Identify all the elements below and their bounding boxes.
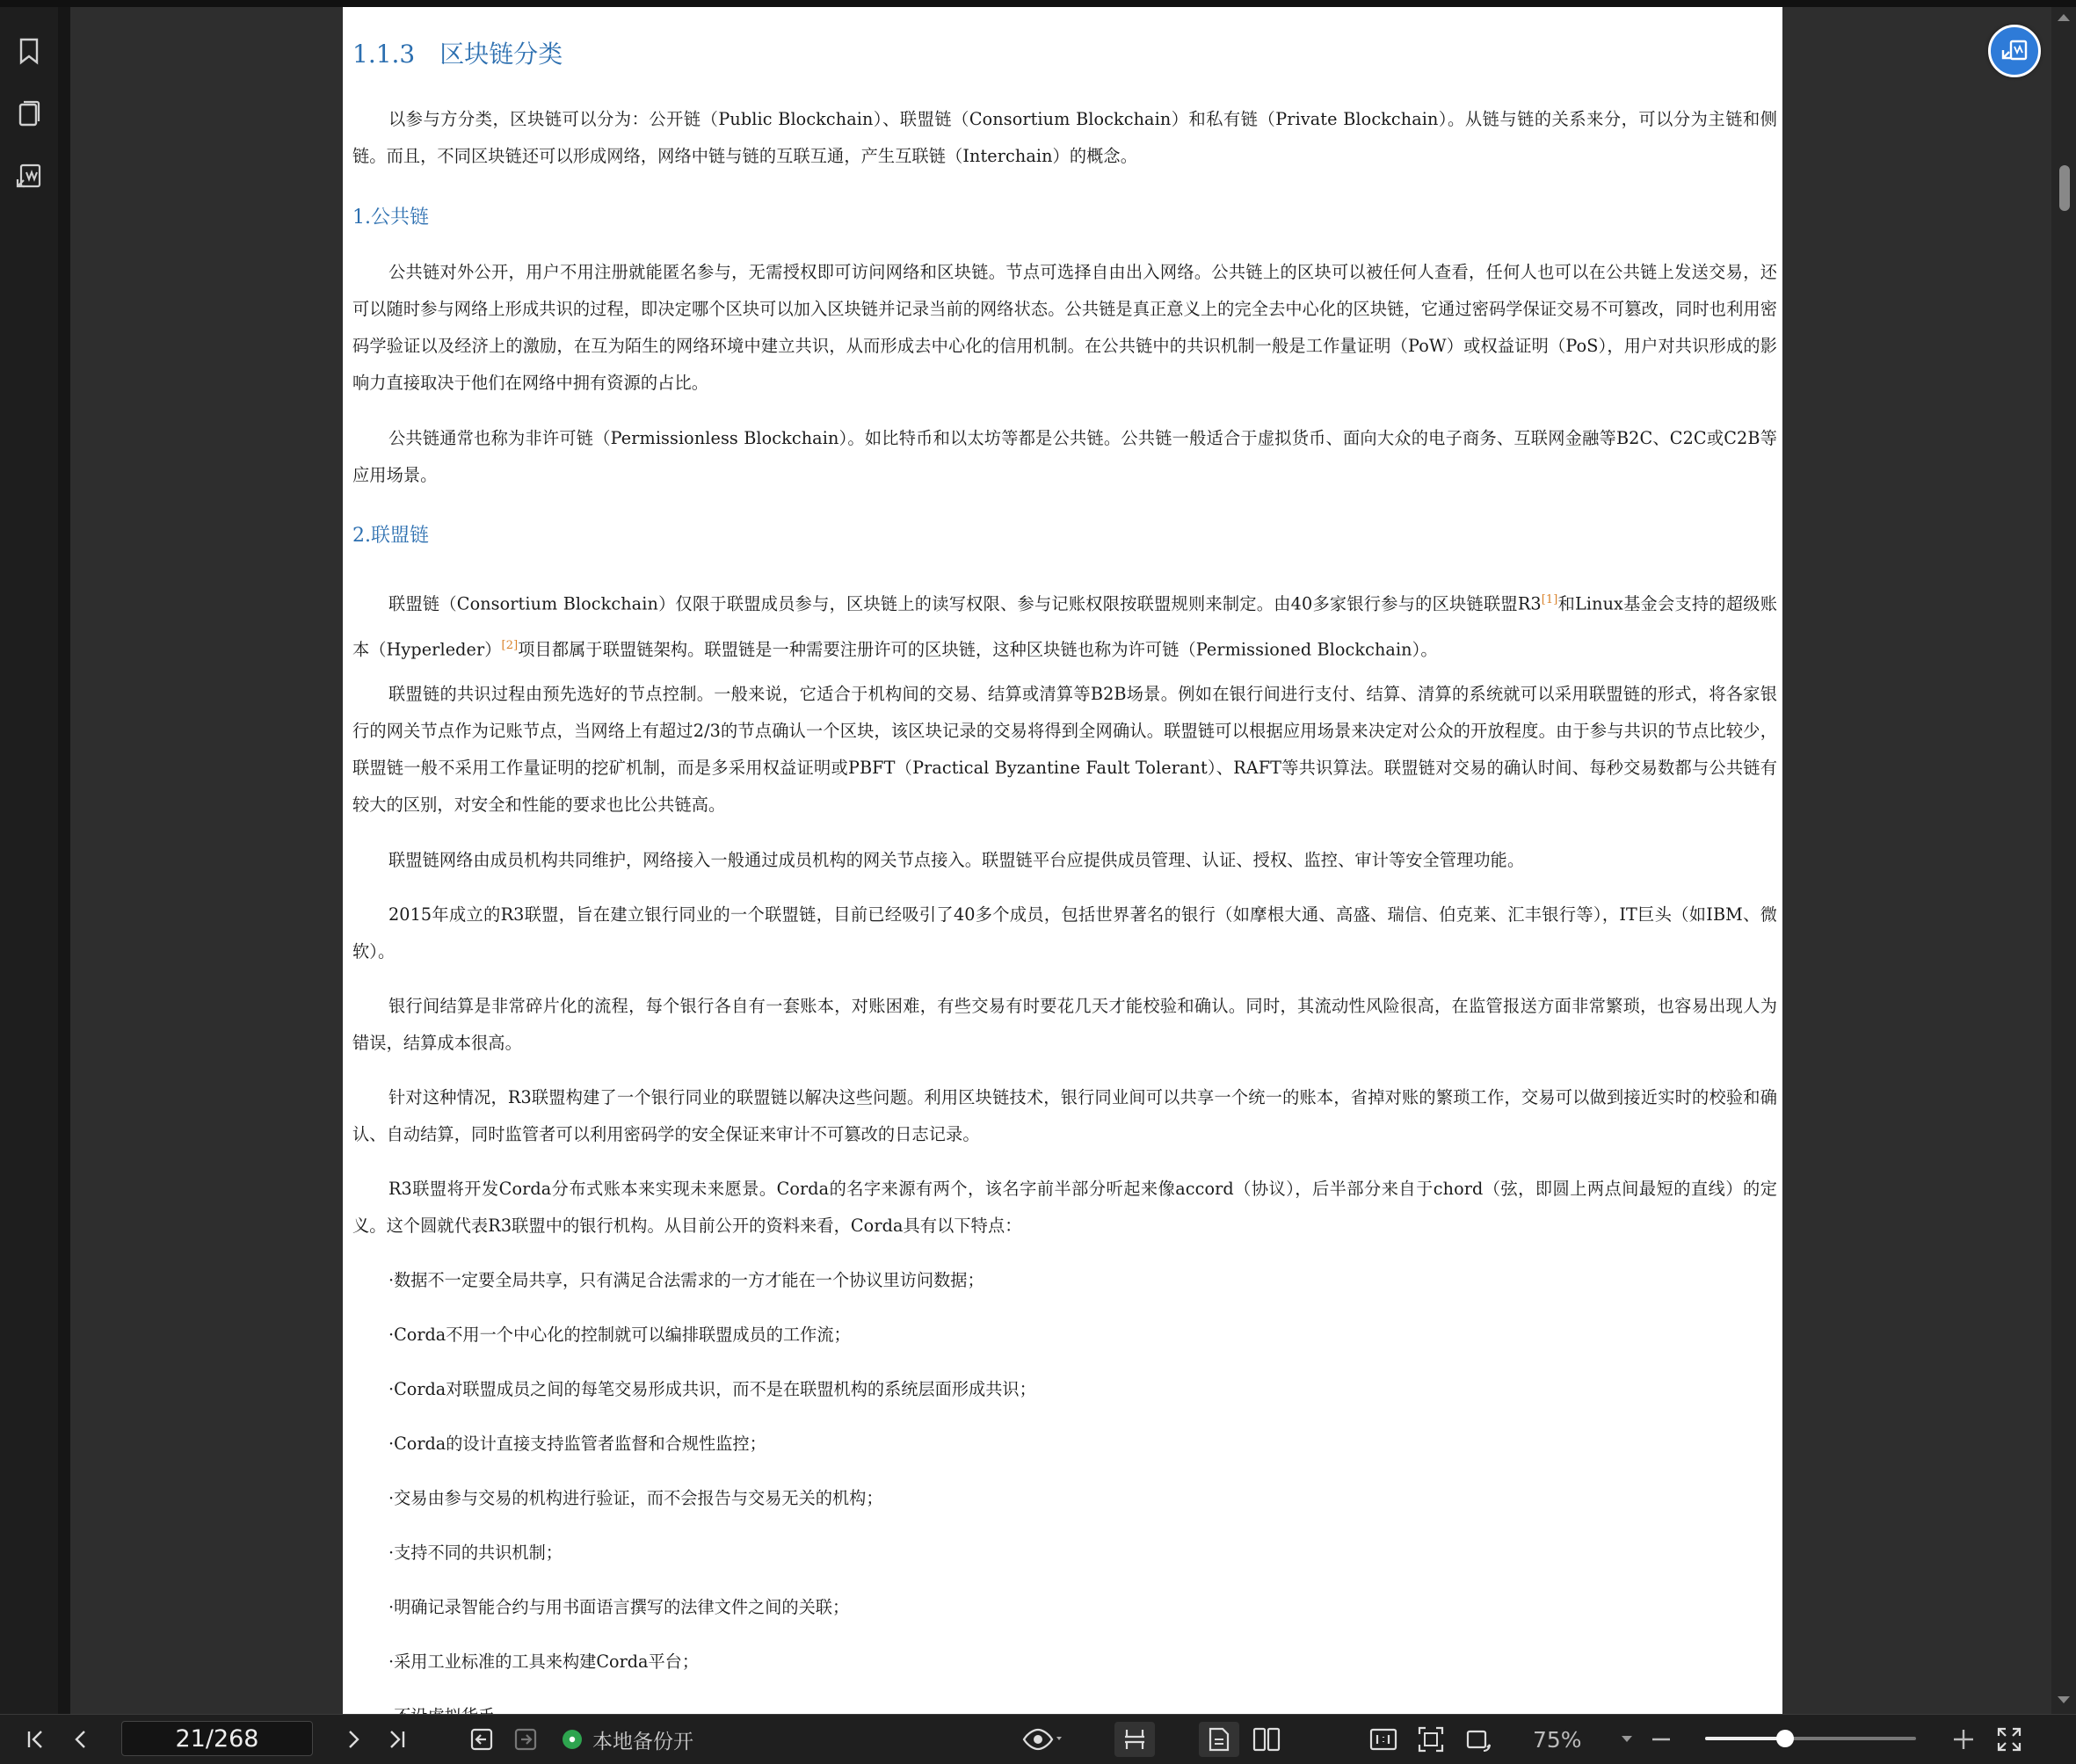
forward-icon xyxy=(513,1727,538,1752)
zoom-level: 75% xyxy=(1533,1726,1582,1753)
chevron-down-icon xyxy=(1621,1735,1633,1744)
actual-size-icon xyxy=(1369,1727,1397,1752)
list-item: ·数据不一定要全局共享，只有满足合法需求的一方才能在一个协议里访问数据； xyxy=(388,1270,984,1290)
footnote-link-1[interactable]: [1] xyxy=(1541,593,1558,606)
consortium-paragraph-1-part-b: 和Linux基金会支持的超级账本（Hyperleder） xyxy=(352,593,1777,660)
local-backup-status[interactable] xyxy=(563,1722,693,1757)
zoom-in-icon xyxy=(1952,1728,1975,1751)
fullscreen-icon xyxy=(1996,1726,2022,1753)
zoom-slider-handle[interactable] xyxy=(1776,1730,1794,1747)
two-page-button[interactable] xyxy=(1246,1722,1287,1757)
sidebar-divider xyxy=(58,7,70,1714)
read-mode-button[interactable] xyxy=(1016,1722,1069,1757)
eye-icon xyxy=(1022,1727,1063,1752)
zoom-out-icon xyxy=(1651,1729,1672,1750)
public-chain-paragraph-2: 公共链通常也称为非许可链（Permissionless Blockchain）。如比特币和以太坊等都是公共链。公共链一般适合于虚拟货币、面向大众的电子商务、互联网金融等B2C、C2C或C2B等应用场景。 xyxy=(352,428,1777,485)
list-item: ·采用工业标准的工具来构建Corda平台； xyxy=(388,1651,700,1672)
fit-page-icon xyxy=(1418,1726,1444,1753)
bottom-toolbar xyxy=(0,1714,2076,1764)
section-heading: 1.1.3 区块链分类 xyxy=(352,40,563,69)
first-page-icon xyxy=(25,1729,46,1750)
list-item: ·支持不同的共识机制； xyxy=(388,1543,563,1563)
prev-page-button[interactable] xyxy=(63,1722,98,1757)
consortium-paragraph-1 xyxy=(352,579,1777,671)
bookmark-icon[interactable] xyxy=(11,33,47,69)
fullscreen-button[interactable] xyxy=(1992,1722,2027,1757)
single-page-button[interactable] xyxy=(1199,1722,1239,1757)
first-page-button[interactable] xyxy=(18,1722,53,1757)
consortium-paragraph-5: 银行间结算是非常碎片化的流程，每个银行各自有一套账本，对账困难，有些交易有时要花几天才能校验和确认。同时，其流动性风险很高，在监管报送方面非常繁琐，也容易出现人为错误，结算成本很高。 xyxy=(352,996,1777,1053)
two-page-icon xyxy=(1252,1726,1281,1753)
fit-page-button[interactable] xyxy=(1412,1722,1450,1757)
next-page-icon xyxy=(343,1729,364,1750)
prev-page-icon xyxy=(70,1729,91,1750)
consortium-paragraph-6: 针对这种情况，R3联盟构建了一个银行同业的联盟链以解决这些问题。利用区块链技术，银行同业间可以共享一个统一的账本，省掉对账的繁琐工作，交易可以做到接近实时的校验和确认、自动结算，同时监管者可以利用密码学的安全保证来审计不可篡改的日志记录。 xyxy=(352,1087,1777,1144)
window-top-edge xyxy=(0,0,2076,7)
continuous-scroll-button[interactable] xyxy=(1114,1722,1155,1757)
consortium-paragraph-1-part-c: 项目都属于联盟链架构。联盟链是一种需要注册许可的区块链，这种区块链也称为许可链（Permissioned Blockchain）。 xyxy=(518,639,1438,660)
scroll-up-icon[interactable] xyxy=(2058,14,2070,21)
consortium-paragraph-3: 联盟链网络由成员机构共同维护，网络接入一般通过成员机构的网关节点接入。联盟链平台应提供成员管理、认证、授权、监控、审计等安全管理功能。 xyxy=(388,850,1525,870)
convert-button[interactable] xyxy=(1988,25,2041,77)
last-page-icon xyxy=(387,1729,408,1750)
actual-size-button[interactable] xyxy=(1364,1722,1403,1757)
public-chain-paragraph-1: 公共链对外公开，用户不用注册就能匿名参与，无需授权即可访问网络和区块链。节点可选择自由出入网络。公共链上的区块可以被任何人查看，任何人也可以在公共链上发送交易，还可以随时参与网络上形成共识的过程，即决定哪个区块可以加入区块链并记录当前的网络状态。公共链是真正意义上的完全去中心化的区块链，它通过密码学保证交易不可篡改，同时也利用密码学验证以及经济上的激励，在互为陌生的网络环境中建立共识，从而形成去中心化的信用机制。在公共链中的共识机制一般是工作量证明（PoW）或权益证明（PoS），用户对共识形成的影响力直接取决于他们在网络中拥有资源的占比。 xyxy=(352,262,1777,393)
backup-label: 本地备份开 xyxy=(592,1730,693,1753)
next-page-button[interactable] xyxy=(336,1722,371,1757)
zoom-in-button[interactable] xyxy=(1948,1722,1979,1757)
convert-icon xyxy=(2000,39,2029,63)
single-page-icon xyxy=(1121,1726,1148,1753)
document-viewer[interactable] xyxy=(70,7,2051,1714)
list-item: ·Corda对联盟成员之间的每笔交易形成共识，而不是在联盟机构的系统层面形成共识； xyxy=(388,1379,1036,1399)
document-page xyxy=(343,7,1782,1714)
intro-paragraph: 以参与方分类，区块链可以分为：公开链（Public Blockchain）、联盟链（Consortium Blockchain）和私有链（Private Blockchain）。从链与链的关系来分，可以分为主链和侧链。而且，不同区块链还可以形成网络，网络中链与链的互联互通，产生互联链（Interchain）的概念。 xyxy=(352,109,1777,166)
forward-button[interactable] xyxy=(508,1722,543,1757)
rotate-icon xyxy=(1464,1726,1492,1753)
zoom-slider-fill xyxy=(1705,1737,1785,1740)
page-number-input[interactable] xyxy=(121,1721,313,1756)
list-item: ·交易由参与交易的机构进行验证，而不会报告与交易无关的机构； xyxy=(388,1488,883,1508)
scrollbar-thumb[interactable] xyxy=(2059,165,2070,211)
thumbnails-icon[interactable] xyxy=(11,97,47,132)
back-icon xyxy=(469,1727,494,1752)
footnote-link-2[interactable]: [2] xyxy=(501,639,519,653)
consortium-paragraph-7: R3联盟将开发Corda分布式账本来实现未来愿景。Corda的名字来源有两个，该名字前半部分听起来像accord（协议），后半部分来自于chord（弦，即圆上两点间最短的直线）的定义。这个圆就代表R3联盟中的银行机构。从目前公开的资料来看，Corda具有以下特点： xyxy=(352,1179,1777,1236)
list-item: ·Corda的设计直接支持监管者监督和合规性监控； xyxy=(388,1434,766,1454)
subsection-title-public-chain: 1.公共链 xyxy=(352,207,429,229)
rotate-button[interactable] xyxy=(1459,1722,1498,1757)
back-button[interactable] xyxy=(464,1722,499,1757)
subsection-title-consortium-chain: 2.联盟链 xyxy=(352,525,429,547)
backup-status-icon xyxy=(563,1730,582,1749)
zoom-slider[interactable] xyxy=(1705,1737,1916,1740)
list-item: ·明确记录智能合约与用书面语言撰写的法律文件之间的关联； xyxy=(388,1597,850,1617)
zoom-dropdown[interactable] xyxy=(1533,1722,1633,1757)
vertical-scrollbar[interactable] xyxy=(2051,7,2076,1714)
annotations-icon[interactable] xyxy=(11,160,47,195)
zoom-out-button[interactable] xyxy=(1645,1722,1677,1757)
list-item: ·Corda不用一个中心化的控制就可以编排联盟成员的工作流； xyxy=(388,1325,851,1345)
page-fit-icon xyxy=(1208,1726,1230,1753)
scroll-down-icon[interactable] xyxy=(2058,1696,2070,1703)
consortium-paragraph-4: 2015年成立的R3联盟，旨在建立银行同业的一个联盟链，目前已经吸引了40多个成员，包括世界著名的银行（如摩根大通、高盛、瑞信、伯克莱、汇丰银行等），IT巨头（如IBM、微软）。 xyxy=(352,904,1777,962)
last-page-button[interactable] xyxy=(380,1722,415,1757)
left-sidebar xyxy=(0,7,59,1714)
consortium-paragraph-1-part-a: 联盟链（Consortium Blockchain）仅限于联盟成员参与，区块链上的读写权限、参与记账权限按联盟规则来制定。由40多家银行参与的区块链联盟R3 xyxy=(388,593,1542,614)
consortium-paragraph-2: 联盟链的共识过程由预先选好的节点控制。一般来说，它适合于机构间的交易、结算或清算等B2B场景。例如在银行间进行支付、结算、清算的系统就可以采用联盟链的形式，将各家银行的网关节点作为记账节点，当网络上有超过2/3的节点确认一个区块，该区块记录的交易将得到全网确认。联盟链可以根据应用场景来决定对公众的开放程度。由于参与共识的节点比较少，联盟链一般不采用工作量证明的挖矿机制，而是多采用权益证明或PBFT（Practical Byzantine Fault Tolerant）、RAFT等共识算法。联盟链对交易的确认时间、每秒交易数都与公共链有较大的区别，对安全和性能的要求也比公共链高。 xyxy=(352,684,1777,815)
